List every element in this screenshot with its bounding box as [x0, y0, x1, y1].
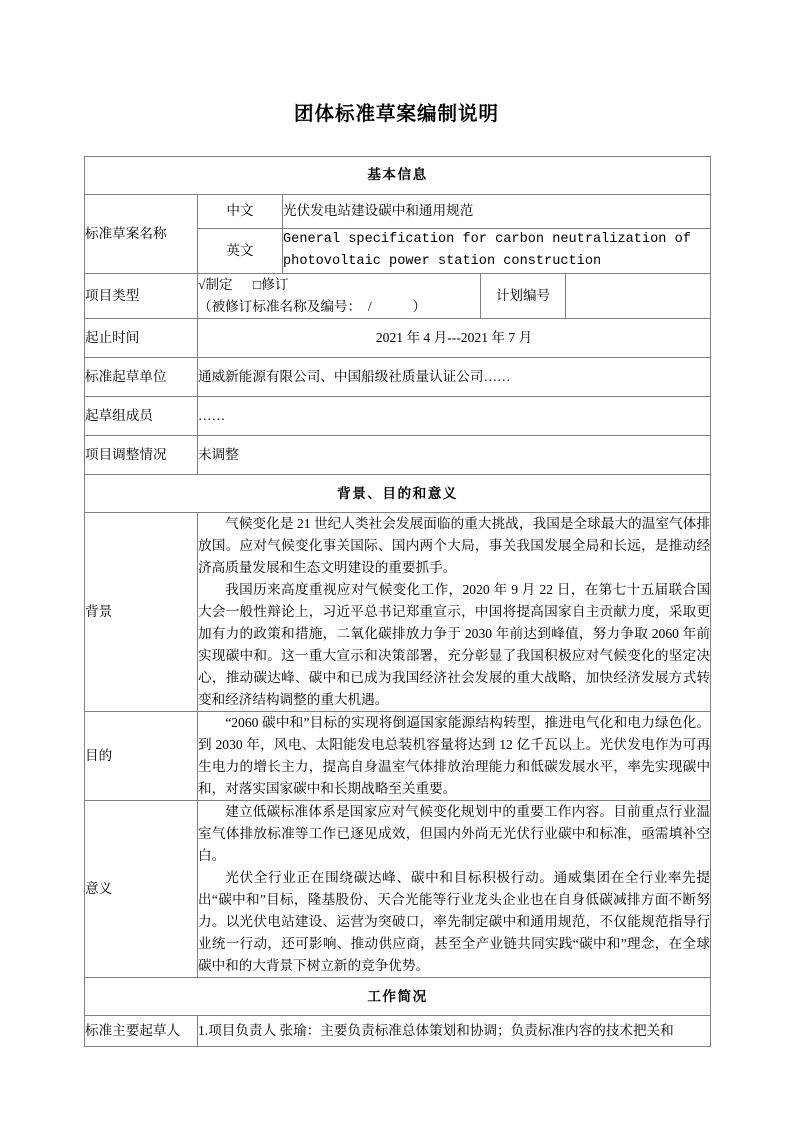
row-label-main-drafters: 标准主要起草人	[85, 1016, 198, 1047]
row-label-drafting-members: 起草组成员	[85, 397, 198, 436]
drafting-members-value: ……	[198, 397, 711, 436]
paragraph: “2060 碳中和”目标的实现将倒逼国家能源结构转型，推进电气化和电力绿色化。到 2030 年，风电、太阳能发电总装机容量将达到 12 亿千瓦以上。光伏发电作为可再生电力的增长主力，提高自身温室气体排放治理能力和低碳发展水平，率先实现碳中和，对落实国家碳中和长期战略至关重要。	[198, 715, 711, 797]
main-drafters-value: 1.项目负责人 张瑜：主要负责标准总体策划和协调；负责标准内容的技术把关和	[198, 1016, 711, 1047]
table-row	[85, 358, 711, 397]
draft-name-chinese-value: 光伏发电站建设碳中和通用规范	[283, 195, 711, 229]
background-content	[198, 513, 711, 712]
section-heading-work-summary: 工作简况	[85, 978, 711, 1016]
table-row	[85, 436, 711, 475]
section-heading-basic-info: 基本信息	[85, 157, 711, 195]
section-heading-background: 背景、目的和意义	[85, 475, 711, 513]
significance-content	[198, 801, 711, 978]
row-label-drafting-units: 标准起草单位	[85, 358, 198, 397]
table-row	[85, 712, 711, 801]
table-row	[85, 157, 711, 195]
project-type-value	[198, 274, 481, 319]
table-row	[85, 1016, 711, 1047]
paragraph: 气候变化是 21 世纪人类社会发展面临的重大挑战，我国是全球最大的温室气体排放国。应对气候变化事关国际、国内两个大局，事关我国发展全局和长远，是推动经济高质量发展和生态文明建设的重要抓手。	[198, 516, 711, 576]
draft-name-english-value	[283, 229, 711, 274]
table-row	[85, 513, 711, 712]
standard-draft-table	[84, 156, 711, 1047]
table-row	[85, 397, 711, 436]
plan-number-value	[566, 274, 711, 319]
purpose-content	[198, 712, 711, 801]
plan-number-label: 计划编号	[481, 274, 566, 319]
page-title: 团体标准草案编制说明	[293, 103, 499, 125]
row-label-significance: 意义	[85, 801, 198, 978]
english-line-2: photovoltaic power station construction	[283, 254, 602, 270]
paragraph: 我国历来高度重视应对气候变化工作，2020 年 9 月 22 日，在第七十五届联合国大会一般性辩论上，习近平总书记郑重宣示，中国将提高国家自主贡献力度，采取更加有力的政策和措施，二氧化碳排放力争于 2030 年前达到峰值，努力争取 2060 年前实现碳中和。这一重大宣示和决策部署，充分彰显了我国积极应对气候变化的坚定决心，推动碳达峰、碳中和已成为我国经济社会发展的重大战略，加快经济发展方式转变和经济结构调整的重大机遇。	[198, 582, 711, 708]
row-label-background: 背景	[85, 513, 198, 712]
table-row	[85, 195, 711, 229]
row-label-draft-name: 标准草案名称	[85, 195, 198, 274]
paragraph: 建立低碳标准体系是国家应对气候变化规划中的重要工作内容。目前重点行业温室气体排放标准等工作已逐见成效，但国内外尚无光伏行业碳中和标准，亟需填补空白。	[198, 804, 711, 864]
row-label-project-type: 项目类型	[85, 274, 198, 319]
table-row	[85, 475, 711, 513]
row-label-period: 起止时间	[85, 319, 198, 358]
main-table-wrapper	[84, 156, 710, 1047]
project-type-line-1: √制定 □修订	[198, 277, 289, 293]
english-line-1: General specification for carbon neutralization of	[283, 232, 691, 247]
table-row	[85, 319, 711, 358]
row-label-purpose: 目的	[85, 712, 198, 801]
table-row	[85, 978, 711, 1016]
drafting-units-value: 通威新能源有限公司、中国船级社质量认证公司……	[198, 358, 711, 397]
paragraph: 光伏全行业正在围绕碳达峰、碳中和目标积极行动。通威集团在全行业率先提出“碳中和”目标，隆基股份、天合光能等行业龙头企业也在自身低碳减排方面不断努力。以光伏电站建设、运营为突破口，率先制定碳中和通用规范，不仅能规范指导行业统一行动，还可影响、推动供应商，甚至全产业链共同实践“碳中和”理念，在全球碳中和的大背景下树立新的竞争优势。	[198, 870, 711, 974]
project-type-line-2: （被修订标准名称及编号： / ）	[198, 299, 427, 315]
row-label-adjustment: 项目调整情况	[85, 436, 198, 475]
adjustment-value: 未调整	[198, 436, 711, 475]
language-label-chinese: 中文	[198, 195, 283, 229]
table-row	[85, 274, 711, 319]
table-row	[85, 801, 711, 978]
language-label-english: 英文	[198, 229, 283, 274]
period-value: 2021 年 4 月---2021 年 7 月	[198, 319, 711, 358]
